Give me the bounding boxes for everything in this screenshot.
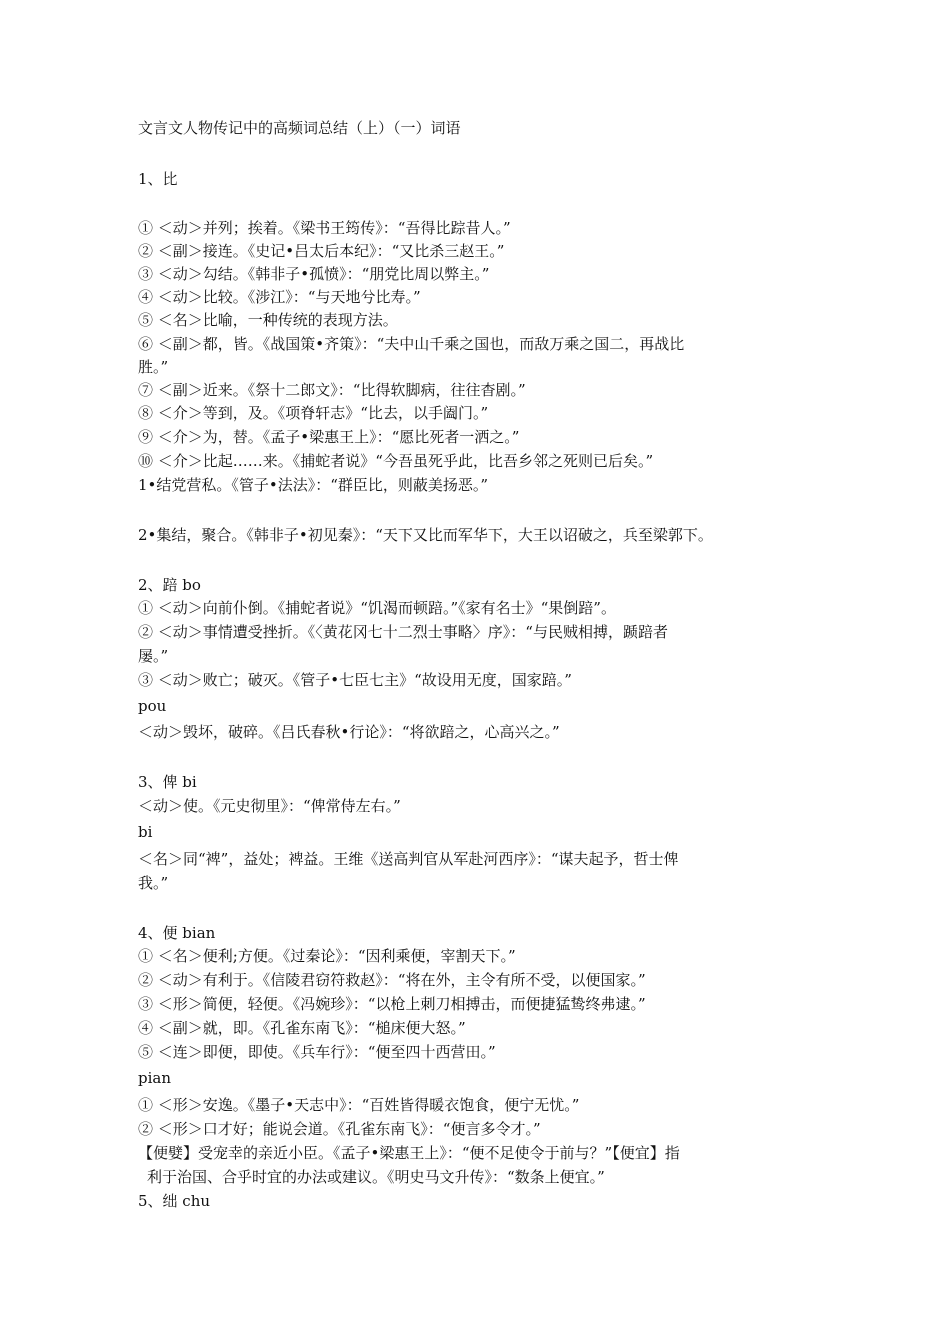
entry-line: ＜名＞同“裨”，益处；裨益。王维《送高判官从军赴河西序》：“谋夫起予，哲士俾 xyxy=(138,850,679,868)
pinyin-label: pian xyxy=(138,1069,172,1087)
entry-line: ③ ＜动＞败亡；破灭。《管子•七臣七主》“故设用无度，国家踣。” xyxy=(138,671,572,689)
entry-line: ② ＜动＞有利于。《信陵君窃符救赵》：“将在外，主令有所不受，以便国家。” xyxy=(138,971,646,989)
entry-line: ＜动＞毁坏，破碎。《吕氏春秋•行论》：“将欲踣之，心高兴之。” xyxy=(138,723,560,741)
section-heading-bi-2: 3、俾 bi xyxy=(138,773,197,791)
entry-line: ⑨ ＜介＞为，替。《孟子•梁惠王上》：“愿比死者一洒之。” xyxy=(138,428,520,446)
entry-line: ⑩ ＜介＞比起……来。《捕蛇者说》“今吾虽死乎此，比吾乡邻之死则已后矣。” xyxy=(138,452,654,470)
entry-line: ③ ＜动＞勾结。《韩非子•孤愤》：“朋党比周以弊主。” xyxy=(138,265,490,283)
entry-line: 【便嬖】受宠幸的亲近小臣。《孟子•梁惠王上》：“便不足使令于前与？”【便宜】指 xyxy=(138,1144,680,1162)
section-heading-bo: 2、踣 bo xyxy=(138,576,201,594)
entry-line: ④ ＜副＞就，即。《孔雀东南飞》：“槌床便大怒。” xyxy=(138,1019,466,1037)
entry-line: ① ＜形＞安逸。《墨子•天志中》：“百姓皆得暖衣饱食，便宁无忧。” xyxy=(138,1096,580,1114)
entry-line: ⑤ ＜连＞即便，即使。《兵车行》：“便至四十西营田。” xyxy=(138,1043,496,1061)
entry-line: 屡。” xyxy=(138,647,169,665)
section-heading-bi: 1、比 xyxy=(138,170,178,188)
entry-line: ⑤ ＜名＞比喻，一种传统的表现方法。 xyxy=(138,311,398,329)
entry-line: ⑧ ＜介＞等到，及。《项脊轩志》“比去，以手阖门。” xyxy=(138,404,489,422)
document-title: 文言文人物传记中的高频词总结（上）（一）词语 xyxy=(138,119,461,137)
entry-line: ⑦ ＜副＞近来。《祭十二郎文》：“比得软脚病，往往杳剧。” xyxy=(138,381,526,399)
entry-line: ⑥ ＜副＞都，皆。《战国策•齐策》：“夫中山千乘之国也，而敌万乘之国二，再战比 xyxy=(138,335,685,353)
section-heading-chu: 5、绌 chu xyxy=(138,1192,211,1210)
entry-line: ＜动＞使。《元史彻里》：“俾常侍左右。” xyxy=(138,797,401,815)
entry-line: ③ ＜形＞简便，轻便。《冯婉珍》：“以枪上刺刀相搏击，而便捷猛鸷终弗逮。” xyxy=(138,995,646,1013)
entry-line: 2•集结，聚合。《韩非子•初见秦》：“天下又比而军华下，大王以诏破之，兵至梁郭下。 xyxy=(138,526,713,544)
pinyin-label: pou xyxy=(138,697,167,715)
entry-line: ① ＜名＞便利;方便。《过秦论》：“因利乘便，宰割天下。” xyxy=(138,947,516,965)
entry-line: 胜。” xyxy=(138,358,169,376)
entry-line: ④ ＜动＞比较。《涉江》：“与天地兮比寿。” xyxy=(138,288,421,306)
entry-line: 利于治国、合乎时宜的办法或建议。《明史马文升传》：“数条上便宜。” xyxy=(147,1168,605,1186)
pinyin-label: bi xyxy=(138,823,153,841)
entry-line: 1•结党营私。《管子•法法》：“群臣比，则蔽美扬恶。” xyxy=(138,476,489,494)
entry-line: 我。” xyxy=(138,874,169,892)
entry-line: ① ＜动＞向前仆倒。《捕蛇者说》“饥渴而顿踣。”《家有名士》“果倒踣”。 xyxy=(138,599,616,617)
section-heading-bian: 4、便 bian xyxy=(138,924,216,942)
entry-line: ② ＜副＞接连。《史记•吕太后本纪》：“又比杀三赵王。” xyxy=(138,242,505,260)
entry-line: ② ＜形＞口才好；能说会道。《孔雀东南飞》：“便言多令才。” xyxy=(138,1120,541,1138)
entry-line: ① ＜动＞并列；挨着。《梁书王筠传》：“吾得比踪昔人。” xyxy=(138,219,511,237)
entry-line: ② ＜动＞事情遭受挫折。《〈黄花冈七十二烈士事略〉序》：“与民贼相搏，踬踣者 xyxy=(138,623,668,641)
